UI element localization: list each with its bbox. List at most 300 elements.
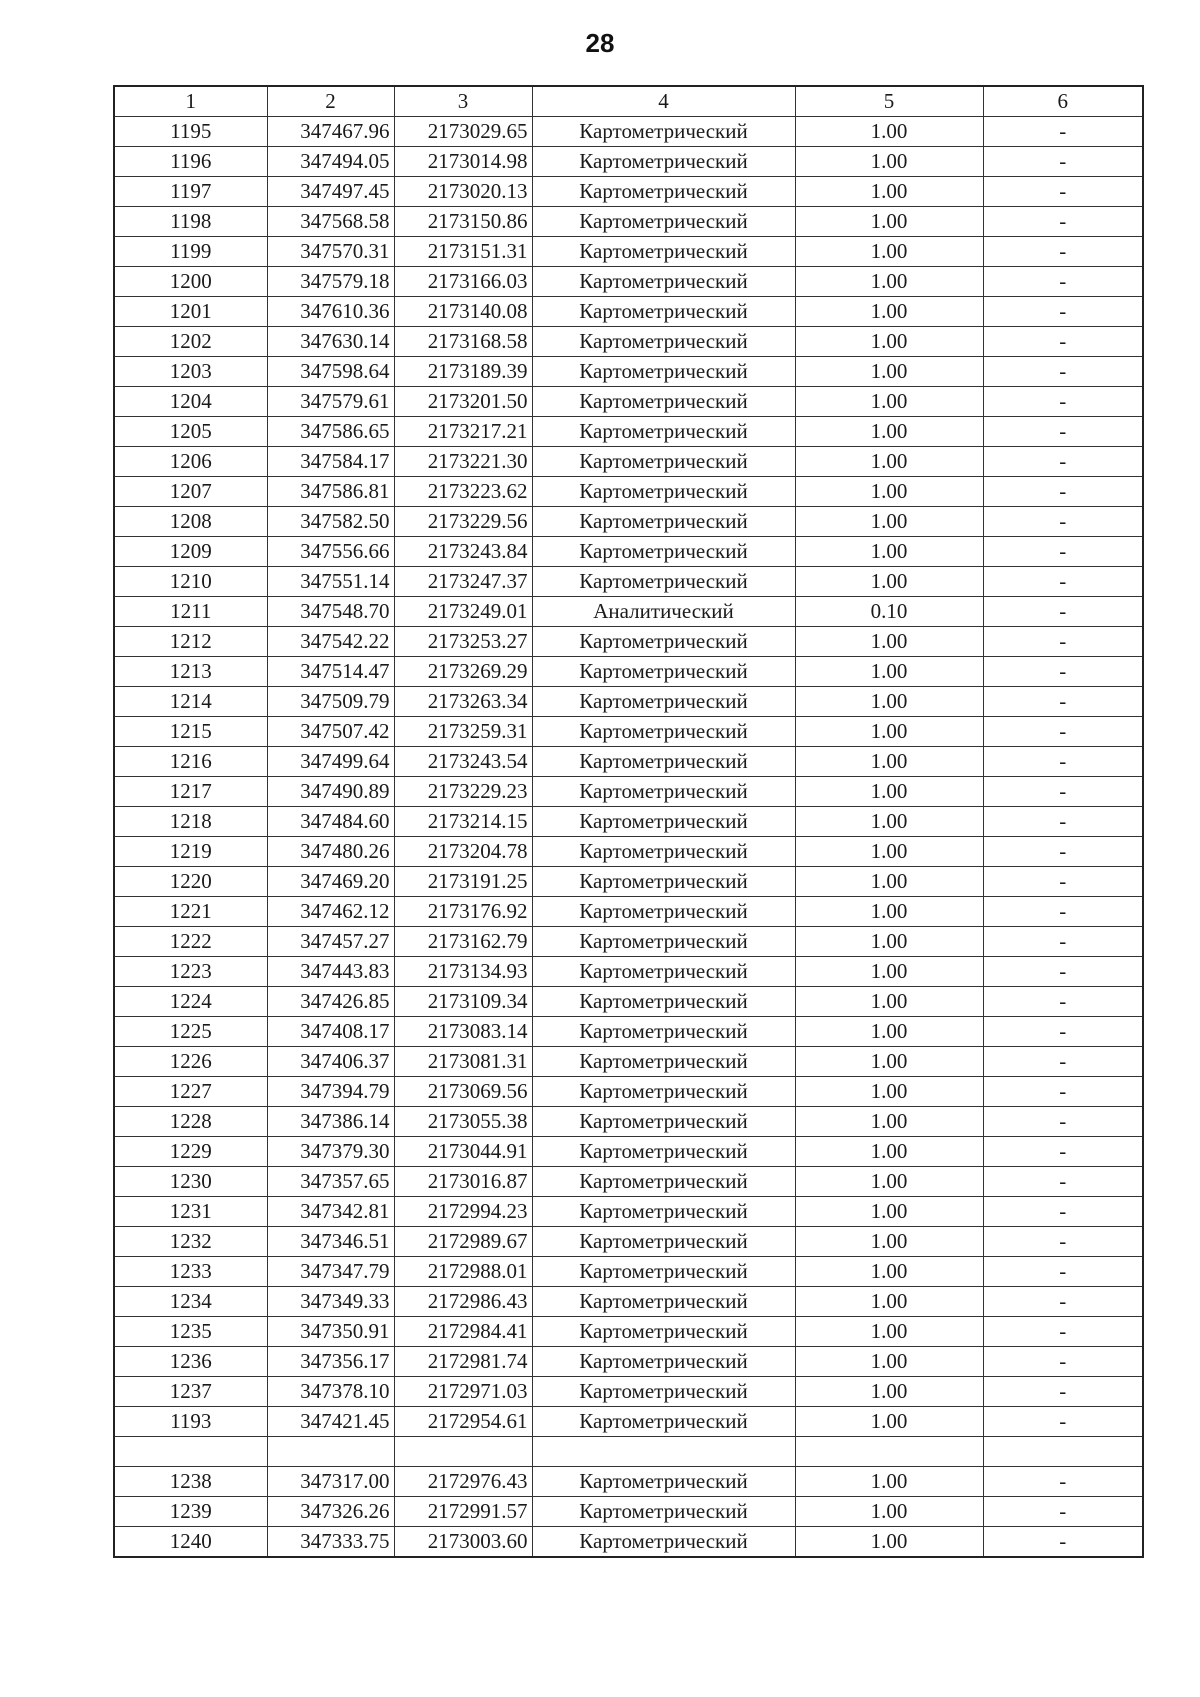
accuracy-cell: 1.00: [795, 417, 983, 447]
accuracy-cell: 1.00: [795, 687, 983, 717]
table-row: [114, 1167, 1143, 1197]
header-row: [114, 86, 1143, 117]
method-cell: Картометрический: [532, 447, 795, 477]
point-number-cell: 1224: [114, 987, 267, 1017]
note-cell: -: [983, 1497, 1143, 1527]
x-coordinate-cell: 347350.91: [267, 1317, 394, 1347]
accuracy-cell: 1.00: [795, 1347, 983, 1377]
x-coordinate-cell: 347426.85: [267, 987, 394, 1017]
point-number-cell: 1230: [114, 1167, 267, 1197]
table-row: [114, 1377, 1143, 1407]
table-row: [114, 687, 1143, 717]
point-number-cell: 1214: [114, 687, 267, 717]
table-row: [114, 507, 1143, 537]
point-number-cell: 1201: [114, 297, 267, 327]
note-cell: -: [983, 687, 1143, 717]
x-coordinate-cell: 347630.14: [267, 327, 394, 357]
method-cell: Картометрический: [532, 1347, 795, 1377]
x-coordinate-cell: 347394.79: [267, 1077, 394, 1107]
y-coordinate-cell: 2172994.23: [394, 1197, 532, 1227]
column-header-3: 3: [394, 86, 532, 117]
y-coordinate-cell: 2173151.31: [394, 237, 532, 267]
table-row: [114, 237, 1143, 267]
method-cell: Картометрический: [532, 957, 795, 987]
point-number-cell: 1234: [114, 1287, 267, 1317]
table-row: [114, 477, 1143, 507]
note-cell: -: [983, 147, 1143, 177]
x-coordinate-cell: 347507.42: [267, 717, 394, 747]
x-coordinate-cell: 347386.14: [267, 1107, 394, 1137]
accuracy-cell: 1.00: [795, 447, 983, 477]
accuracy-cell: 1.00: [795, 207, 983, 237]
table-row: [114, 267, 1143, 297]
method-cell: Картометрический: [532, 1167, 795, 1197]
note-cell: -: [983, 1227, 1143, 1257]
point-number-cell: 1208: [114, 507, 267, 537]
y-coordinate-cell: 2173055.38: [394, 1107, 532, 1137]
accuracy-cell: 1.00: [795, 147, 983, 177]
x-coordinate-cell: 347509.79: [267, 687, 394, 717]
note-cell: -: [983, 177, 1143, 207]
y-coordinate-cell: 2173243.54: [394, 747, 532, 777]
y-coordinate-cell: 2173229.56: [394, 507, 532, 537]
note-cell: -: [983, 897, 1143, 927]
method-cell: Картометрический: [532, 1407, 795, 1437]
point-number-cell: 1212: [114, 627, 267, 657]
y-coordinate-cell: 2173259.31: [394, 717, 532, 747]
note-cell: -: [983, 1167, 1143, 1197]
point-number-cell: 1211: [114, 597, 267, 627]
accuracy-cell: 1.00: [795, 987, 983, 1017]
point-number-cell: 1240: [114, 1527, 267, 1558]
x-coordinate-cell: 347378.10: [267, 1377, 394, 1407]
table-row: [114, 357, 1143, 387]
table-row: [114, 1347, 1143, 1377]
note-cell: -: [983, 387, 1143, 417]
y-coordinate-cell: 2173249.01: [394, 597, 532, 627]
method-cell: Картометрический: [532, 567, 795, 597]
x-coordinate-cell: 347579.18: [267, 267, 394, 297]
table-row: [114, 1497, 1143, 1527]
accuracy-cell: 1.00: [795, 867, 983, 897]
note-cell: -: [983, 327, 1143, 357]
method-cell: Картометрический: [532, 537, 795, 567]
note-cell: -: [983, 777, 1143, 807]
point-number-cell: 1207: [114, 477, 267, 507]
note-cell: -: [983, 837, 1143, 867]
note-cell: -: [983, 867, 1143, 897]
y-coordinate-cell: 2172981.74: [394, 1347, 532, 1377]
accuracy-cell: 1.00: [795, 1527, 983, 1558]
coordinates-table: [113, 85, 1144, 1558]
note-cell: -: [983, 1317, 1143, 1347]
y-coordinate-cell: 2173201.50: [394, 387, 532, 417]
y-coordinate-cell: 2173081.31: [394, 1047, 532, 1077]
accuracy-cell: 1.00: [795, 1047, 983, 1077]
point-number-cell: 1233: [114, 1257, 267, 1287]
note-cell: -: [983, 1347, 1143, 1377]
y-coordinate-cell: 2172971.03: [394, 1377, 532, 1407]
table-row: [114, 597, 1143, 627]
accuracy-cell: 1.00: [795, 567, 983, 597]
table-row: [114, 1077, 1143, 1107]
accuracy-cell: 1.00: [795, 657, 983, 687]
method-cell: Картометрический: [532, 897, 795, 927]
note-cell: -: [983, 477, 1143, 507]
method-cell: Картометрический: [532, 1137, 795, 1167]
table-row: [114, 1227, 1143, 1257]
note-cell: -: [983, 1107, 1143, 1137]
x-coordinate-cell: 347357.65: [267, 1167, 394, 1197]
note-cell: -: [983, 657, 1143, 687]
accuracy-cell: 1.00: [795, 777, 983, 807]
column-header-2: 2: [267, 86, 394, 117]
point-number-cell: 1202: [114, 327, 267, 357]
note-cell: -: [983, 237, 1143, 267]
y-coordinate-cell: 2173253.27: [394, 627, 532, 657]
note-cell: -: [983, 357, 1143, 387]
accuracy-cell: 1.00: [795, 717, 983, 747]
method-cell: Картометрический: [532, 1197, 795, 1227]
x-coordinate-cell: 347317.00: [267, 1467, 394, 1497]
point-number-cell: 1218: [114, 807, 267, 837]
note-cell: -: [983, 207, 1143, 237]
accuracy-cell: 1.00: [795, 1407, 983, 1437]
y-coordinate-cell: 2173020.13: [394, 177, 532, 207]
method-cell: Картометрический: [532, 837, 795, 867]
method-cell: Картометрический: [532, 477, 795, 507]
y-coordinate-cell: 2172984.41: [394, 1317, 532, 1347]
x-coordinate-cell: 347490.89: [267, 777, 394, 807]
method-cell: Картометрический: [532, 417, 795, 447]
table-row: [114, 1017, 1143, 1047]
table-row: [114, 987, 1143, 1017]
method-cell: Картометрический: [532, 1527, 795, 1558]
table-row: [114, 1137, 1143, 1167]
note-cell: -: [983, 117, 1143, 147]
point-number-cell: 1227: [114, 1077, 267, 1107]
accuracy-cell: 1.00: [795, 807, 983, 837]
y-coordinate-cell: 2173204.78: [394, 837, 532, 867]
point-number-cell: 1196: [114, 147, 267, 177]
y-coordinate-cell: 2173014.98: [394, 147, 532, 177]
method-cell: Картометрический: [532, 627, 795, 657]
accuracy-cell: 1.00: [795, 177, 983, 207]
point-number-cell: 1205: [114, 417, 267, 447]
y-coordinate-cell: 2173191.25: [394, 867, 532, 897]
note-cell: -: [983, 927, 1143, 957]
table-row: [114, 177, 1143, 207]
method-cell: Картометрический: [532, 1287, 795, 1317]
method-cell: Картометрический: [532, 1107, 795, 1137]
y-coordinate-cell: 2173221.30: [394, 447, 532, 477]
note-cell: -: [983, 987, 1143, 1017]
table-row: [114, 147, 1143, 177]
accuracy-cell: 1.00: [795, 1137, 983, 1167]
y-coordinate-cell: 2173247.37: [394, 567, 532, 597]
method-cell: Картометрический: [532, 1047, 795, 1077]
point-number-cell: 1213: [114, 657, 267, 687]
y-coordinate-cell: 2173162.79: [394, 927, 532, 957]
y-coordinate-cell: 2173134.93: [394, 957, 532, 987]
y-coordinate-cell: 2173140.08: [394, 297, 532, 327]
point-number-cell: 1221: [114, 897, 267, 927]
note-cell: -: [983, 957, 1143, 987]
y-coordinate-cell: 2172986.43: [394, 1287, 532, 1317]
x-coordinate-cell: 347467.96: [267, 117, 394, 147]
y-coordinate-cell: 2173243.84: [394, 537, 532, 567]
accuracy-cell: [795, 1437, 983, 1467]
note-cell: -: [983, 1047, 1143, 1077]
point-number-cell: 1198: [114, 207, 267, 237]
table-row: [114, 387, 1143, 417]
accuracy-cell: 1.00: [795, 387, 983, 417]
accuracy-cell: 1.00: [795, 1197, 983, 1227]
y-coordinate-cell: 2173166.03: [394, 267, 532, 297]
y-coordinate-cell: 2173189.39: [394, 357, 532, 387]
note-cell: -: [983, 1017, 1143, 1047]
method-cell: Картометрический: [532, 1377, 795, 1407]
accuracy-cell: 1.00: [795, 117, 983, 147]
point-number-cell: 1217: [114, 777, 267, 807]
y-coordinate-cell: 2173263.34: [394, 687, 532, 717]
y-coordinate-cell: [394, 1437, 532, 1467]
page-number: 28: [585, 28, 615, 58]
table-row: [114, 117, 1143, 147]
method-cell: Картометрический: [532, 1077, 795, 1107]
method-cell: Картометрический: [532, 717, 795, 747]
x-coordinate-cell: 347586.65: [267, 417, 394, 447]
point-number-cell: 1225: [114, 1017, 267, 1047]
accuracy-cell: 1.00: [795, 1497, 983, 1527]
note-cell: -: [983, 747, 1143, 777]
table-row: [114, 1527, 1143, 1558]
y-coordinate-cell: 2172954.61: [394, 1407, 532, 1437]
y-coordinate-cell: 2173176.92: [394, 897, 532, 927]
note-cell: [983, 1437, 1143, 1467]
note-cell: -: [983, 1287, 1143, 1317]
table-row: [114, 747, 1143, 777]
method-cell: Картометрический: [532, 387, 795, 417]
x-coordinate-cell: 347469.20: [267, 867, 394, 897]
table-header: [114, 86, 1143, 117]
note-cell: -: [983, 717, 1143, 747]
accuracy-cell: 1.00: [795, 1287, 983, 1317]
x-coordinate-cell: 347406.37: [267, 1047, 394, 1077]
y-coordinate-cell: 2173029.65: [394, 117, 532, 147]
point-number-cell: 1228: [114, 1107, 267, 1137]
point-number-cell: 1219: [114, 837, 267, 867]
table-row: [114, 627, 1143, 657]
method-cell: Картометрический: [532, 237, 795, 267]
x-coordinate-cell: 347457.27: [267, 927, 394, 957]
table-row: [114, 1437, 1143, 1467]
point-number-cell: 1232: [114, 1227, 267, 1257]
note-cell: -: [983, 567, 1143, 597]
y-coordinate-cell: 2173217.21: [394, 417, 532, 447]
y-coordinate-cell: 2173069.56: [394, 1077, 532, 1107]
point-number-cell: 1193: [114, 1407, 267, 1437]
method-cell: Картометрический: [532, 207, 795, 237]
note-cell: -: [983, 447, 1143, 477]
note-cell: -: [983, 417, 1143, 447]
table-row: [114, 657, 1143, 687]
table-row: [114, 1317, 1143, 1347]
table-row: [114, 1467, 1143, 1497]
x-coordinate-cell: 347333.75: [267, 1527, 394, 1558]
y-coordinate-cell: 2173168.58: [394, 327, 532, 357]
x-coordinate-cell: 347542.22: [267, 627, 394, 657]
x-coordinate-cell: 347342.81: [267, 1197, 394, 1227]
table-row: [114, 207, 1143, 237]
point-number-cell: 1237: [114, 1377, 267, 1407]
accuracy-cell: 1.00: [795, 1167, 983, 1197]
table-row: [114, 927, 1143, 957]
y-coordinate-cell: 2173223.62: [394, 477, 532, 507]
x-coordinate-cell: 347582.50: [267, 507, 394, 537]
point-number-cell: 1229: [114, 1137, 267, 1167]
accuracy-cell: 0.10: [795, 597, 983, 627]
accuracy-cell: 1.00: [795, 927, 983, 957]
note-cell: -: [983, 1467, 1143, 1497]
point-number-cell: 1239: [114, 1497, 267, 1527]
point-number-cell: 1222: [114, 927, 267, 957]
note-cell: -: [983, 597, 1143, 627]
point-number-cell: 1238: [114, 1467, 267, 1497]
accuracy-cell: 1.00: [795, 1257, 983, 1287]
accuracy-cell: 1.00: [795, 477, 983, 507]
method-cell: Картометрический: [532, 927, 795, 957]
note-cell: -: [983, 507, 1143, 537]
method-cell: Картометрический: [532, 987, 795, 1017]
method-cell: Картометрический: [532, 147, 795, 177]
method-cell: Картометрический: [532, 747, 795, 777]
y-coordinate-cell: 2172988.01: [394, 1257, 532, 1287]
y-coordinate-cell: 2173269.29: [394, 657, 532, 687]
method-cell: Картометрический: [532, 327, 795, 357]
table-row: [114, 447, 1143, 477]
x-coordinate-cell: 347346.51: [267, 1227, 394, 1257]
y-coordinate-cell: 2173083.14: [394, 1017, 532, 1047]
point-number-cell: 1204: [114, 387, 267, 417]
x-coordinate-cell: 347584.17: [267, 447, 394, 477]
accuracy-cell: 1.00: [795, 747, 983, 777]
table-body: [114, 117, 1143, 1558]
x-coordinate-cell: 347347.79: [267, 1257, 394, 1287]
table-row: [114, 897, 1143, 927]
method-cell: Картометрический: [532, 357, 795, 387]
x-coordinate-cell: 347326.26: [267, 1497, 394, 1527]
x-coordinate-cell: 347462.12: [267, 897, 394, 927]
x-coordinate-cell: 347349.33: [267, 1287, 394, 1317]
table-row: [114, 867, 1143, 897]
accuracy-cell: 1.00: [795, 507, 983, 537]
accuracy-cell: 1.00: [795, 1317, 983, 1347]
table-row: [114, 837, 1143, 867]
y-coordinate-cell: 2173044.91: [394, 1137, 532, 1167]
accuracy-cell: 1.00: [795, 327, 983, 357]
method-cell: Картометрический: [532, 267, 795, 297]
y-coordinate-cell: 2172989.67: [394, 1227, 532, 1257]
table-row: [114, 327, 1143, 357]
y-coordinate-cell: 2173109.34: [394, 987, 532, 1017]
table-row: [114, 537, 1143, 567]
table-row: [114, 1197, 1143, 1227]
point-number-cell: 1235: [114, 1317, 267, 1347]
y-coordinate-cell: 2173150.86: [394, 207, 532, 237]
x-coordinate-cell: 347514.47: [267, 657, 394, 687]
table-row: [114, 567, 1143, 597]
method-cell: Картометрический: [532, 1497, 795, 1527]
accuracy-cell: 1.00: [795, 897, 983, 927]
method-cell: Картометрический: [532, 1227, 795, 1257]
method-cell: Картометрический: [532, 117, 795, 147]
method-cell: Картометрический: [532, 867, 795, 897]
table-row: [114, 807, 1143, 837]
accuracy-cell: 1.00: [795, 1467, 983, 1497]
point-number-cell: 1220: [114, 867, 267, 897]
x-coordinate-cell: 347484.60: [267, 807, 394, 837]
method-cell: Картометрический: [532, 687, 795, 717]
table-row: [114, 957, 1143, 987]
accuracy-cell: 1.00: [795, 837, 983, 867]
method-cell: Картометрический: [532, 1257, 795, 1287]
note-cell: -: [983, 297, 1143, 327]
point-number-cell: 1195: [114, 117, 267, 147]
x-coordinate-cell: 347610.36: [267, 297, 394, 327]
point-number-cell: 1197: [114, 177, 267, 207]
note-cell: -: [983, 1407, 1143, 1437]
x-coordinate-cell: 347556.66: [267, 537, 394, 567]
method-cell: Картометрический: [532, 657, 795, 687]
accuracy-cell: 1.00: [795, 297, 983, 327]
x-coordinate-cell: 347586.81: [267, 477, 394, 507]
x-coordinate-cell: 347356.17: [267, 1347, 394, 1377]
table-row: [114, 1047, 1143, 1077]
method-cell: Картометрический: [532, 297, 795, 327]
point-number-cell: 1236: [114, 1347, 267, 1377]
method-cell: [532, 1437, 795, 1467]
accuracy-cell: 1.00: [795, 627, 983, 657]
accuracy-cell: 1.00: [795, 267, 983, 297]
note-cell: -: [983, 1527, 1143, 1558]
method-cell: Картометрический: [532, 777, 795, 807]
note-cell: -: [983, 1257, 1143, 1287]
y-coordinate-cell: 2173016.87: [394, 1167, 532, 1197]
x-coordinate-cell: 347443.83: [267, 957, 394, 987]
point-number-cell: 1206: [114, 447, 267, 477]
point-number-cell: 1203: [114, 357, 267, 387]
method-cell: Картометрический: [532, 1317, 795, 1347]
table-row: [114, 1287, 1143, 1317]
column-header-5: 5: [795, 86, 983, 117]
accuracy-cell: 1.00: [795, 537, 983, 567]
note-cell: -: [983, 627, 1143, 657]
x-coordinate-cell: 347379.30: [267, 1137, 394, 1167]
x-coordinate-cell: 347568.58: [267, 207, 394, 237]
point-number-cell: 1210: [114, 567, 267, 597]
accuracy-cell: 1.00: [795, 237, 983, 267]
method-cell: Аналитический: [532, 597, 795, 627]
point-number-cell: 1226: [114, 1047, 267, 1077]
accuracy-cell: 1.00: [795, 957, 983, 987]
point-number-cell: 1231: [114, 1197, 267, 1227]
table-row: [114, 1407, 1143, 1437]
point-number-cell: 1209: [114, 537, 267, 567]
point-number-cell: 1223: [114, 957, 267, 987]
accuracy-cell: 1.00: [795, 1227, 983, 1257]
method-cell: Картометрический: [532, 507, 795, 537]
